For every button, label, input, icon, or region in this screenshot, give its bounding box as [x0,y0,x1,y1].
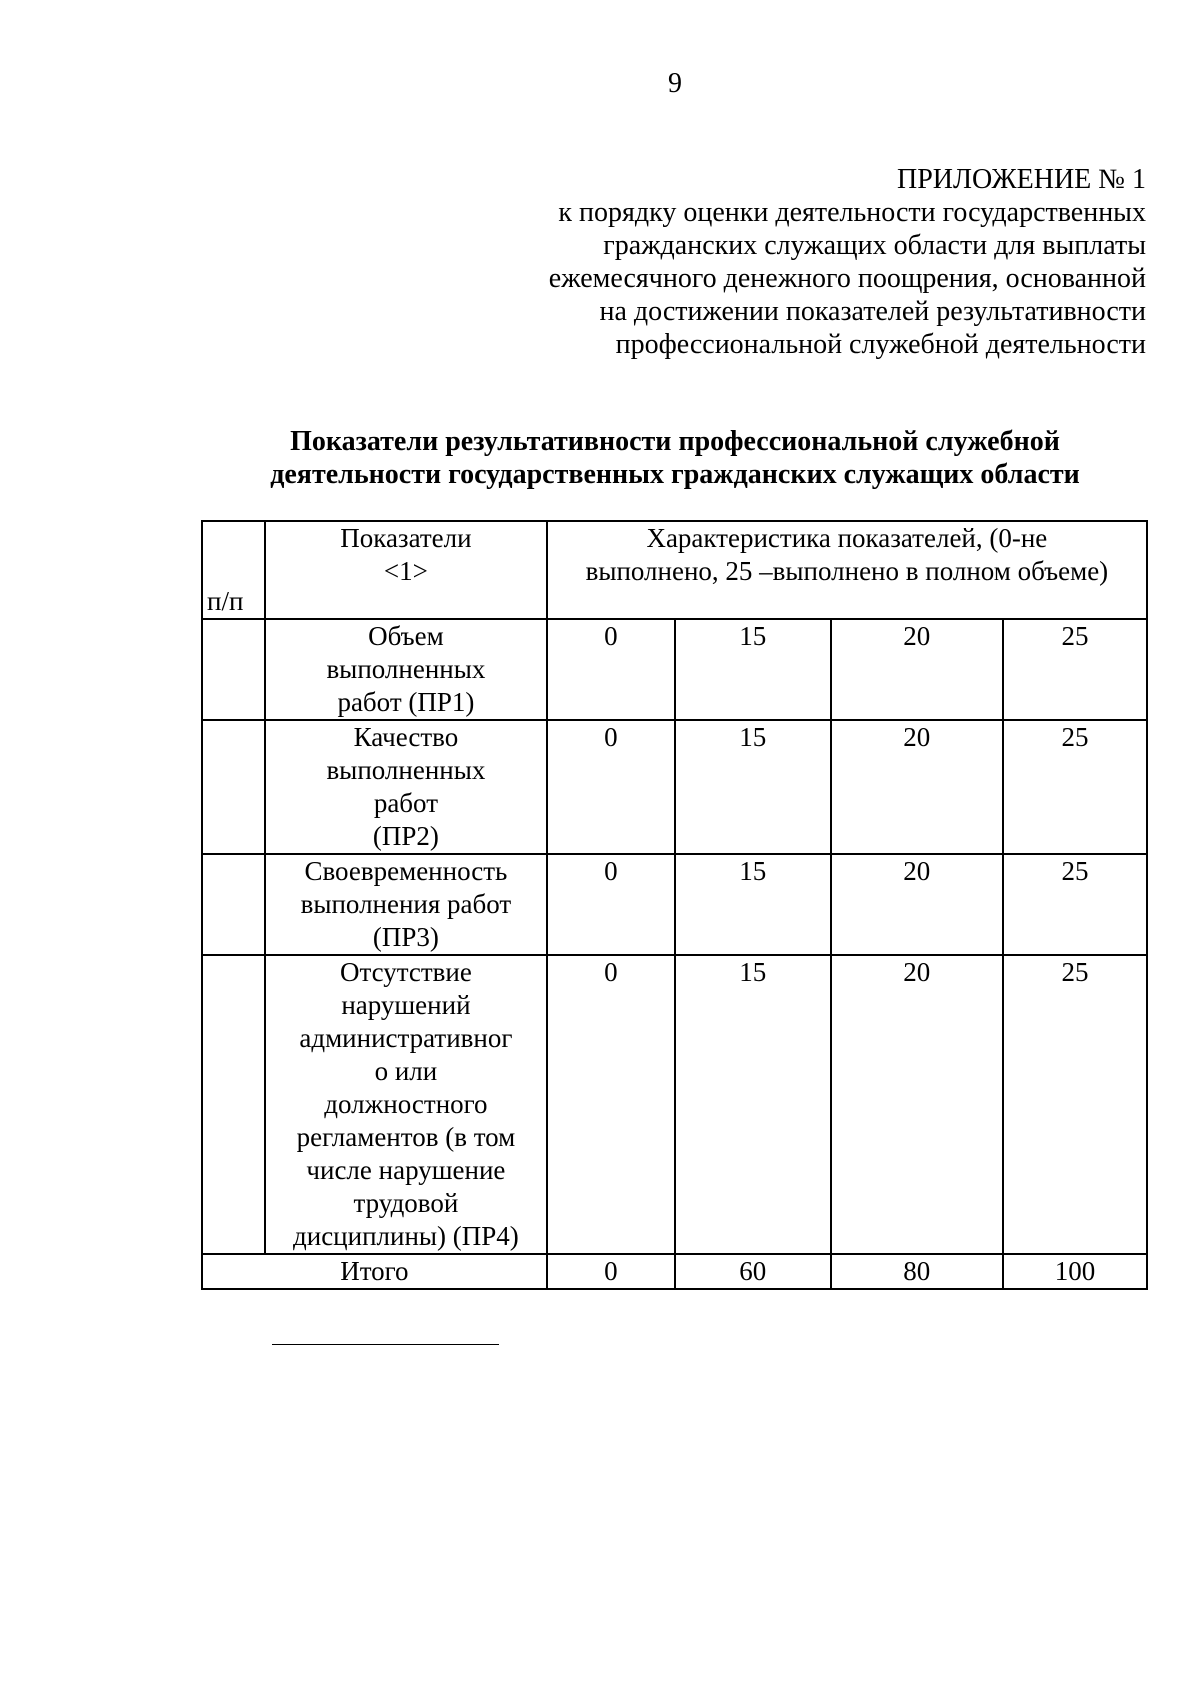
table-row [202,720,1147,854]
indicator-line: (ПР2) [372,821,439,851]
indicator-line: выполненных [326,755,486,785]
table-row [202,955,1147,1254]
row-number-cell [202,854,265,955]
total-value-cell: 60 [675,1254,831,1289]
indicator-line: Объем [368,621,444,651]
value-cell: 15 [675,854,831,955]
appendix-heading [466,163,1146,361]
document-title-line: деятельности государственных гражданских служащих области [270,459,1080,490]
header-indicator-line: <1> [383,556,428,586]
value-cell: 15 [675,619,831,720]
appendix-subtitle-line: гражданских служащих области для выплаты [603,230,1146,261]
indicator-line: работ [373,788,438,818]
indicator-cell [265,854,547,955]
indicator-line: нарушений [341,990,471,1020]
indicator-cell [265,619,547,720]
footnote-separator [272,1344,499,1345]
indicator-line: о или [374,1056,438,1086]
appendix-subtitle-line: на достижении показателей результативности [599,296,1146,327]
row-number-cell [202,720,265,854]
appendix-subtitle-line: ежемесячного денежного поощрения, основанной [548,263,1146,294]
indicator-cell [265,720,547,854]
page-number: 9 [668,68,682,99]
value-cell: 25 [1003,720,1147,854]
indicator-line: выполненных [326,654,486,684]
row-number-cell [202,955,265,1254]
value-cell: 20 [831,854,1003,955]
value-cell: 20 [831,619,1003,720]
table-row [202,854,1147,955]
total-value-cell: 100 [1003,1254,1147,1289]
total-value-cell: 80 [831,1254,1003,1289]
header-characteristic-cell [547,521,1147,619]
indicator-line: административног [299,1023,513,1053]
indicator-line: (ПР3) [372,922,439,952]
table-header-row [202,521,1147,619]
indicators-table [201,520,1148,1290]
value-cell: 0 [547,854,675,955]
indicator-line: трудовой [353,1188,459,1218]
appendix-subtitle-line: профессиональной служебной деятельности [615,329,1146,360]
total-label-cell: Итого [202,1254,547,1289]
value-cell: 0 [547,955,675,1254]
indicator-cell [265,955,547,1254]
document-title-line: Показатели результативности профессиональной служебной [290,426,1060,457]
header-indicator-cell [265,521,547,619]
value-cell: 0 [547,720,675,854]
indicator-line: регламентов (в том [296,1122,516,1152]
indicator-line: работ (ПР1) [337,687,475,717]
value-cell: 15 [675,955,831,1254]
table-total-row [202,1254,1147,1289]
value-cell: 15 [675,720,831,854]
value-cell: 25 [1003,854,1147,955]
indicator-line: должностного [324,1089,488,1119]
appendix-title: ПРИЛОЖЕНИЕ № 1 [897,164,1146,195]
value-cell: 20 [831,955,1003,1254]
indicator-line: Своевременность [304,856,508,886]
document-title [200,425,1150,491]
indicator-line: Качество [353,722,459,752]
total-value-cell: 0 [547,1254,675,1289]
indicator-line: числе нарушение [306,1155,506,1185]
row-number-cell [202,619,265,720]
header-number-cell: п/п [202,521,265,619]
indicator-line: Отсутствие [339,957,472,987]
appendix-subtitle-line: к порядку оценки деятельности государственных [558,197,1146,228]
header-indicator-line: Показатели [340,523,472,553]
indicator-line: дисциплины) (ПР4) [293,1221,519,1251]
value-cell: 0 [547,619,675,720]
value-cell: 25 [1003,955,1147,1254]
value-cell: 25 [1003,619,1147,720]
header-characteristic-line: Характеристика показателей, (0-не [646,523,1048,553]
table-row [202,619,1147,720]
header-characteristic-line: выполнено, 25 –выполнено в полном объеме) [585,556,1109,586]
value-cell: 20 [831,720,1003,854]
indicator-line: выполнения работ [300,889,512,919]
